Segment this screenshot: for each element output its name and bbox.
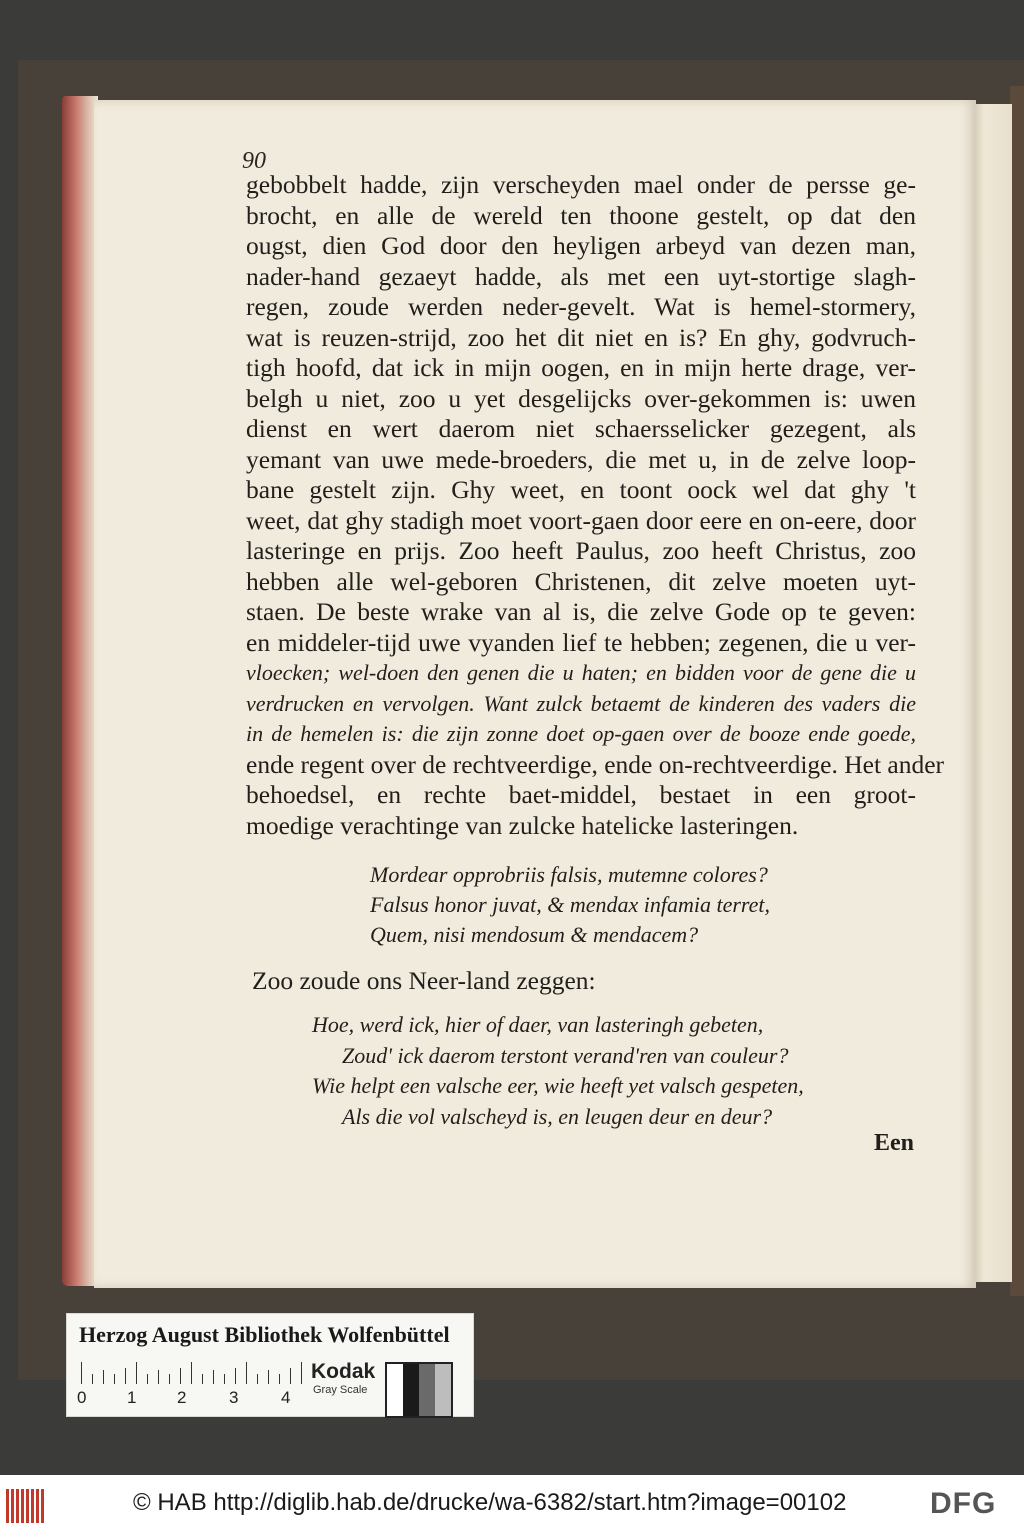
text-line: tigh hoofd, dat ick in mijn oogen, en in mijn herte drage, ver- [246, 353, 916, 382]
verse-line: Zoud' ick daerom terstont verand'ren van couleur? [342, 1042, 789, 1068]
library-name: Herzog August Bibliothek Wolfenbüttel [79, 1322, 450, 1347]
page-number: 90 [242, 148, 266, 174]
source-credit-link[interactable]: © HAB http://diglib.hab.de/drucke/wa-6382/start.htm?image=00102 [133, 1489, 847, 1516]
book-cover-edge [1010, 86, 1024, 1296]
section-heading: Zoo zoude ons Neer-land zeggen: [252, 966, 596, 995]
verse-line: Mordear opprobriis falsis, mutemne colores? [370, 862, 768, 887]
text-line: wat is reuzen-strijd, zoo het dit niet en is? En ghy, godvruch- [246, 322, 916, 352]
text-line: vloecken; wel-doen den genen die u haten; en bidden voor de gene die u [246, 660, 916, 685]
text-line: regen, zoude werden neder-gevelt. Wat is hemel-stormery, [246, 292, 916, 321]
catchword: Een [874, 1130, 915, 1156]
hab-logo-icon [6, 1489, 46, 1523]
ruler-label: 1 [127, 1388, 137, 1407]
text-line: ende regent over de rechtveerdige, ende on-rechtveerdige. Het ander [246, 749, 945, 779]
text-line: gebobbelt hadde, zijn verscheyden mael onder de persse ge- [246, 170, 916, 199]
ruler-label: 4 [281, 1388, 291, 1407]
text-line: in de hemelen is: die zijn zonne doet op-gaen over de booze ende goede, [246, 721, 916, 746]
text-line: yemant van uwe mede-broeders, die met u, in de zelve loop- [246, 444, 916, 474]
color-calibration-card [66, 1313, 474, 1417]
text-line: staen. De beste wrake van al is, die zelve Gode op te geven: [246, 597, 916, 626]
text-line: bane gestelt zijn. Ghy weet, en toont oock wel dat ghy 't [246, 475, 916, 504]
text-line: behoedsel, en rechte baet-middel, bestaet in een groot- [246, 780, 916, 809]
ruler-label: 0 [77, 1388, 87, 1407]
verse-line: Wie helpt een valsche eer, wie heeft yet valsch gespeten, [312, 1073, 804, 1098]
verse-line: Hoe, werd ick, hier of daer, van lasteringh gebeten, [312, 1012, 764, 1037]
text-line: lasteringe en prijs. Zoo heeft Paulus, zoo heeft Christus, zoo [246, 536, 916, 565]
footer-bar [0, 1475, 1024, 1537]
text-line: brocht, en alle de wereld ten thoone gestelt, op dat den [246, 200, 916, 230]
kodak-brand: Kodak [311, 1360, 376, 1383]
page-edges [62, 96, 98, 1286]
dfg-logo: DFG [930, 1487, 997, 1520]
text-line: ougst, dien God door den heyligen arbeyd van dezen man, [246, 231, 916, 260]
text-line: hebben alle wel-geboren Christenen, dit zelve moeten uyt- [246, 566, 916, 596]
ruler-label: 2 [177, 1388, 187, 1407]
text-line: weet, dat ghy stadigh moet voort-gaen door eere en on-eere, door [246, 505, 916, 535]
text-line: nader-hand gezaeyt hadde, als met een uyt-stortige slagh- [246, 261, 916, 291]
verse-line: Falsus honor juvat, & mendax infamia terret, [370, 892, 771, 917]
gray-scale-label: Gray Scale [313, 1384, 368, 1396]
facing-page-edge [972, 104, 1012, 1282]
verse-line: Als die vol valscheyd is, en leugen deur en deur? [342, 1103, 773, 1129]
scale-ruler [81, 1360, 301, 1384]
text-line: verdrucken en vervolgen. Want zulck betaemt de kinderen des vaders die [246, 690, 916, 716]
text-line: dienst en wert daerom niet schaersselicker gezegent, als [246, 414, 916, 443]
verse-line: Quem, nisi mendosum & mendacem? [370, 922, 699, 947]
body-text [246, 170, 945, 841]
latin-verse [370, 860, 770, 950]
text-line: en middeler-tijd uwe vyanden lief te hebben; zegenen, die u ver- [246, 627, 916, 657]
ruler-label: 3 [229, 1388, 239, 1407]
gray-patches [385, 1362, 453, 1418]
text-line: moedige verachtinge van zulcke hatelicke lasteringen. [246, 810, 799, 840]
dutch-verse [312, 1010, 804, 1132]
text-line: belgh u niet, zoo u yet desgelijcks over-gekommen is: uwen [246, 383, 916, 413]
